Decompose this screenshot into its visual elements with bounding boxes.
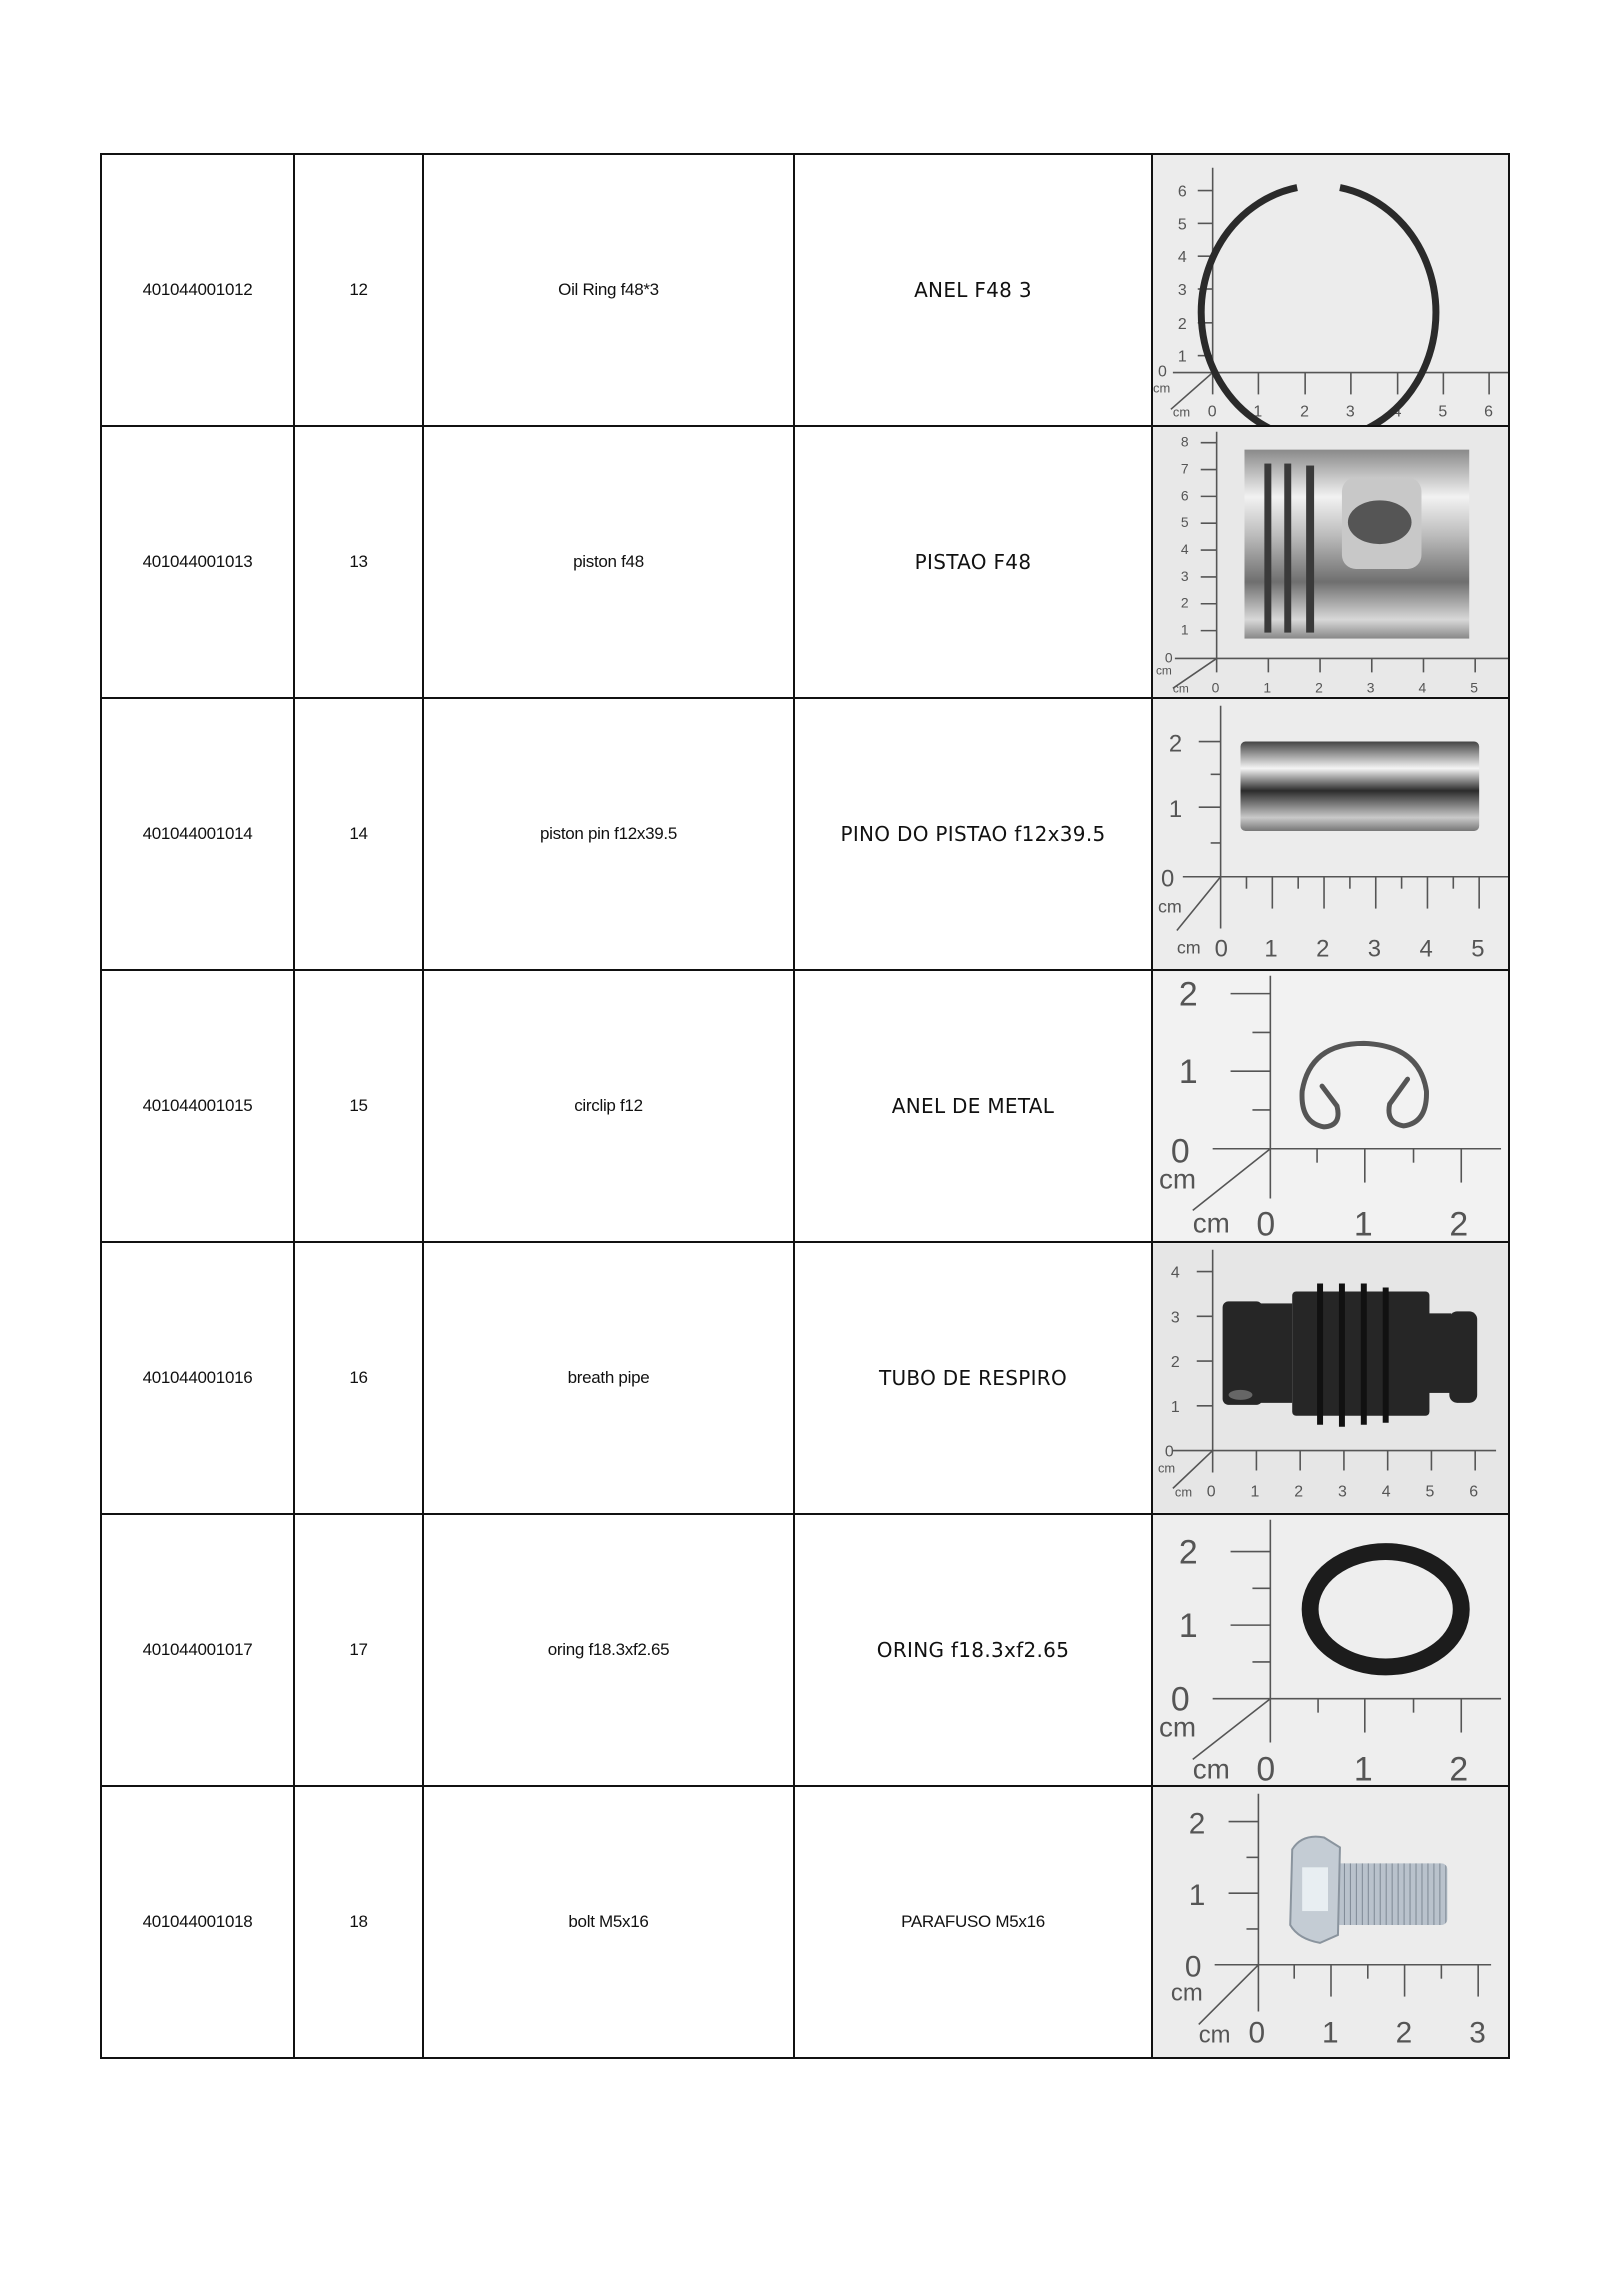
svg-text:8: 8	[1180, 433, 1189, 450]
piston-pin-image	[1153, 699, 1508, 969]
part-code: 401044001017	[101, 1514, 294, 1786]
item-number: 15	[294, 970, 423, 1242]
svg-text:3: 3	[1170, 1309, 1180, 1327]
svg-text:0: 0	[1184, 1950, 1202, 1984]
description-en: bolt M5x16	[423, 1786, 794, 2058]
piston-image	[1153, 427, 1508, 697]
svg-text:6: 6	[1180, 487, 1189, 504]
svg-text:4: 4	[1392, 403, 1402, 421]
svg-text:1: 1	[1264, 935, 1278, 963]
description-pt: TUBO DE RESPIRO	[794, 1242, 1152, 1514]
svg-text:4: 4	[1418, 679, 1427, 696]
item-number: 12	[294, 154, 423, 426]
svg-text:0: 0	[1164, 649, 1173, 666]
table-row	[101, 1242, 1509, 1514]
table-row	[101, 426, 1509, 698]
part-photo-piston	[1152, 426, 1509, 698]
svg-text:0: 0	[1157, 363, 1167, 381]
svg-text:1: 1	[1188, 1879, 1206, 1913]
svg-text:4: 4	[1381, 1483, 1391, 1501]
svg-text:6: 6	[1484, 403, 1493, 421]
svg-text:3: 3	[1177, 281, 1187, 299]
svg-text:3: 3	[1367, 935, 1382, 963]
svg-text:cm: cm	[1157, 896, 1182, 917]
svg-text:0: 0	[1256, 1205, 1276, 1241]
item-number: 16	[294, 1242, 423, 1514]
svg-text:2: 2	[1170, 1354, 1180, 1372]
breath-pipe-image	[1153, 1243, 1508, 1513]
svg-text:4: 4	[1170, 1264, 1180, 1282]
circlip-image	[1153, 971, 1508, 1241]
svg-text:0: 0	[1256, 1750, 1276, 1785]
part-code: 401044001016	[101, 1242, 294, 1514]
svg-text:1: 1	[1168, 796, 1183, 824]
description-en: piston pin f12x39.5	[423, 698, 794, 970]
svg-text:5: 5	[1438, 403, 1448, 421]
svg-text:1: 1	[1250, 1483, 1260, 1501]
svg-text:2: 2	[1395, 2016, 1413, 2050]
description-pt: PISTAO F48	[794, 426, 1152, 698]
svg-text:4: 4	[1419, 935, 1433, 963]
svg-text:1: 1	[1263, 679, 1272, 696]
svg-text:0: 0	[1248, 2016, 1266, 2050]
part-photo-circlip	[1152, 970, 1509, 1242]
description-en: breath pipe	[423, 1242, 794, 1514]
item-number: 18	[294, 1786, 423, 2058]
table-row	[101, 698, 1509, 970]
svg-text:cm: cm	[1192, 1753, 1230, 1785]
oil-ring-image	[1153, 155, 1508, 425]
svg-text:3: 3	[1366, 679, 1375, 696]
svg-text:2: 2	[1315, 679, 1323, 696]
svg-text:5: 5	[1180, 514, 1189, 531]
o-ring-image	[1153, 1515, 1508, 1785]
part-code: 401044001014	[101, 698, 294, 970]
svg-text:6: 6	[1469, 1483, 1479, 1501]
svg-text:5: 5	[1177, 216, 1187, 234]
svg-text:5: 5	[1470, 679, 1478, 696]
svg-text:5: 5	[1425, 1483, 1435, 1501]
svg-text:cm: cm	[1172, 404, 1191, 420]
svg-text:cm: cm	[1153, 380, 1171, 396]
description-pt: PINO DO PISTAO f12x39.5	[794, 698, 1152, 970]
svg-text:5: 5	[1471, 935, 1485, 963]
item-number: 17	[294, 1514, 423, 1786]
item-number: 13	[294, 426, 423, 698]
item-number: 14	[294, 698, 423, 970]
svg-text:0: 0	[1207, 403, 1217, 421]
table-row	[101, 1786, 1509, 2058]
svg-text:3: 3	[1469, 2016, 1486, 2050]
svg-text:3: 3	[1337, 1483, 1347, 1501]
svg-text:cm: cm	[1170, 1979, 1203, 2007]
svg-text:cm: cm	[1174, 1484, 1193, 1500]
svg-text:7: 7	[1180, 460, 1189, 477]
svg-text:cm: cm	[1192, 1207, 1230, 1239]
svg-text:1: 1	[1353, 1750, 1373, 1785]
svg-text:0: 0	[1164, 1443, 1174, 1461]
svg-text:3: 3	[1345, 403, 1355, 421]
part-photo-o-ring	[1152, 1514, 1509, 1786]
bolt-image	[1153, 1787, 1508, 2057]
part-code: 401044001018	[101, 1786, 294, 2058]
table-row	[101, 970, 1509, 1242]
description-pt: PARAFUSO M5x16	[794, 1786, 1152, 2058]
svg-text:0: 0	[1206, 1483, 1216, 1501]
svg-text:cm: cm	[1158, 1711, 1197, 1743]
svg-text:2: 2	[1316, 935, 1330, 963]
part-photo-oil-ring	[1152, 154, 1509, 426]
description-pt: ANEL DE METAL	[794, 970, 1152, 1242]
svg-text:0: 0	[1214, 935, 1228, 963]
svg-text:4: 4	[1180, 541, 1189, 558]
table-row	[101, 1514, 1509, 1786]
svg-text:4: 4	[1177, 249, 1187, 267]
svg-text:cm: cm	[1176, 937, 1201, 958]
svg-text:2: 2	[1294, 1483, 1304, 1501]
description-pt: ORING f18.3xf2.65	[794, 1514, 1152, 1786]
svg-text:1: 1	[1177, 348, 1187, 366]
svg-text:0: 0	[1170, 1132, 1190, 1171]
svg-text:cm: cm	[1172, 681, 1189, 696]
part-code: 401044001012	[101, 154, 294, 426]
svg-text:2: 2	[1168, 730, 1183, 758]
part-code: 401044001015	[101, 970, 294, 1242]
svg-text:1: 1	[1180, 621, 1189, 638]
svg-text:0: 0	[1160, 865, 1175, 893]
svg-text:0: 0	[1211, 679, 1220, 696]
svg-text:cm: cm	[1155, 663, 1172, 678]
parts-table	[100, 153, 1510, 2059]
svg-text:2: 2	[1180, 594, 1189, 611]
svg-text:1: 1	[1322, 2016, 1339, 2050]
svg-text:1: 1	[1170, 1398, 1180, 1416]
description-en: Oil Ring f48*3	[423, 154, 794, 426]
svg-text:2: 2	[1178, 1533, 1198, 1572]
svg-text:1: 1	[1353, 1205, 1373, 1241]
table-row	[101, 154, 1509, 426]
description-en: piston f48	[423, 426, 794, 698]
svg-text:3: 3	[1180, 567, 1189, 584]
svg-text:6: 6	[1177, 183, 1187, 201]
description-en: oring f18.3xf2.65	[423, 1514, 794, 1786]
part-photo-piston-pin	[1152, 698, 1509, 970]
svg-text:1: 1	[1253, 403, 1263, 421]
svg-text:2: 2	[1177, 315, 1187, 333]
svg-text:cm: cm	[1198, 2021, 1231, 2049]
svg-text:2: 2	[1188, 1807, 1206, 1841]
svg-text:2: 2	[1449, 1205, 1469, 1241]
part-code: 401044001013	[101, 426, 294, 698]
svg-text:1: 1	[1178, 1607, 1198, 1646]
svg-text:0: 0	[1170, 1680, 1190, 1719]
svg-text:2: 2	[1178, 975, 1198, 1014]
description-en: circlip f12	[423, 970, 794, 1242]
svg-text:cm: cm	[1157, 1460, 1176, 1476]
svg-text:2: 2	[1449, 1750, 1469, 1785]
description-pt: ANEL F48 3	[794, 154, 1152, 426]
svg-text:2: 2	[1300, 403, 1310, 421]
part-photo-breath-pipe	[1152, 1242, 1509, 1514]
svg-text:1: 1	[1178, 1053, 1198, 1092]
part-photo-bolt	[1152, 1786, 1509, 2058]
svg-text:cm: cm	[1158, 1163, 1197, 1195]
